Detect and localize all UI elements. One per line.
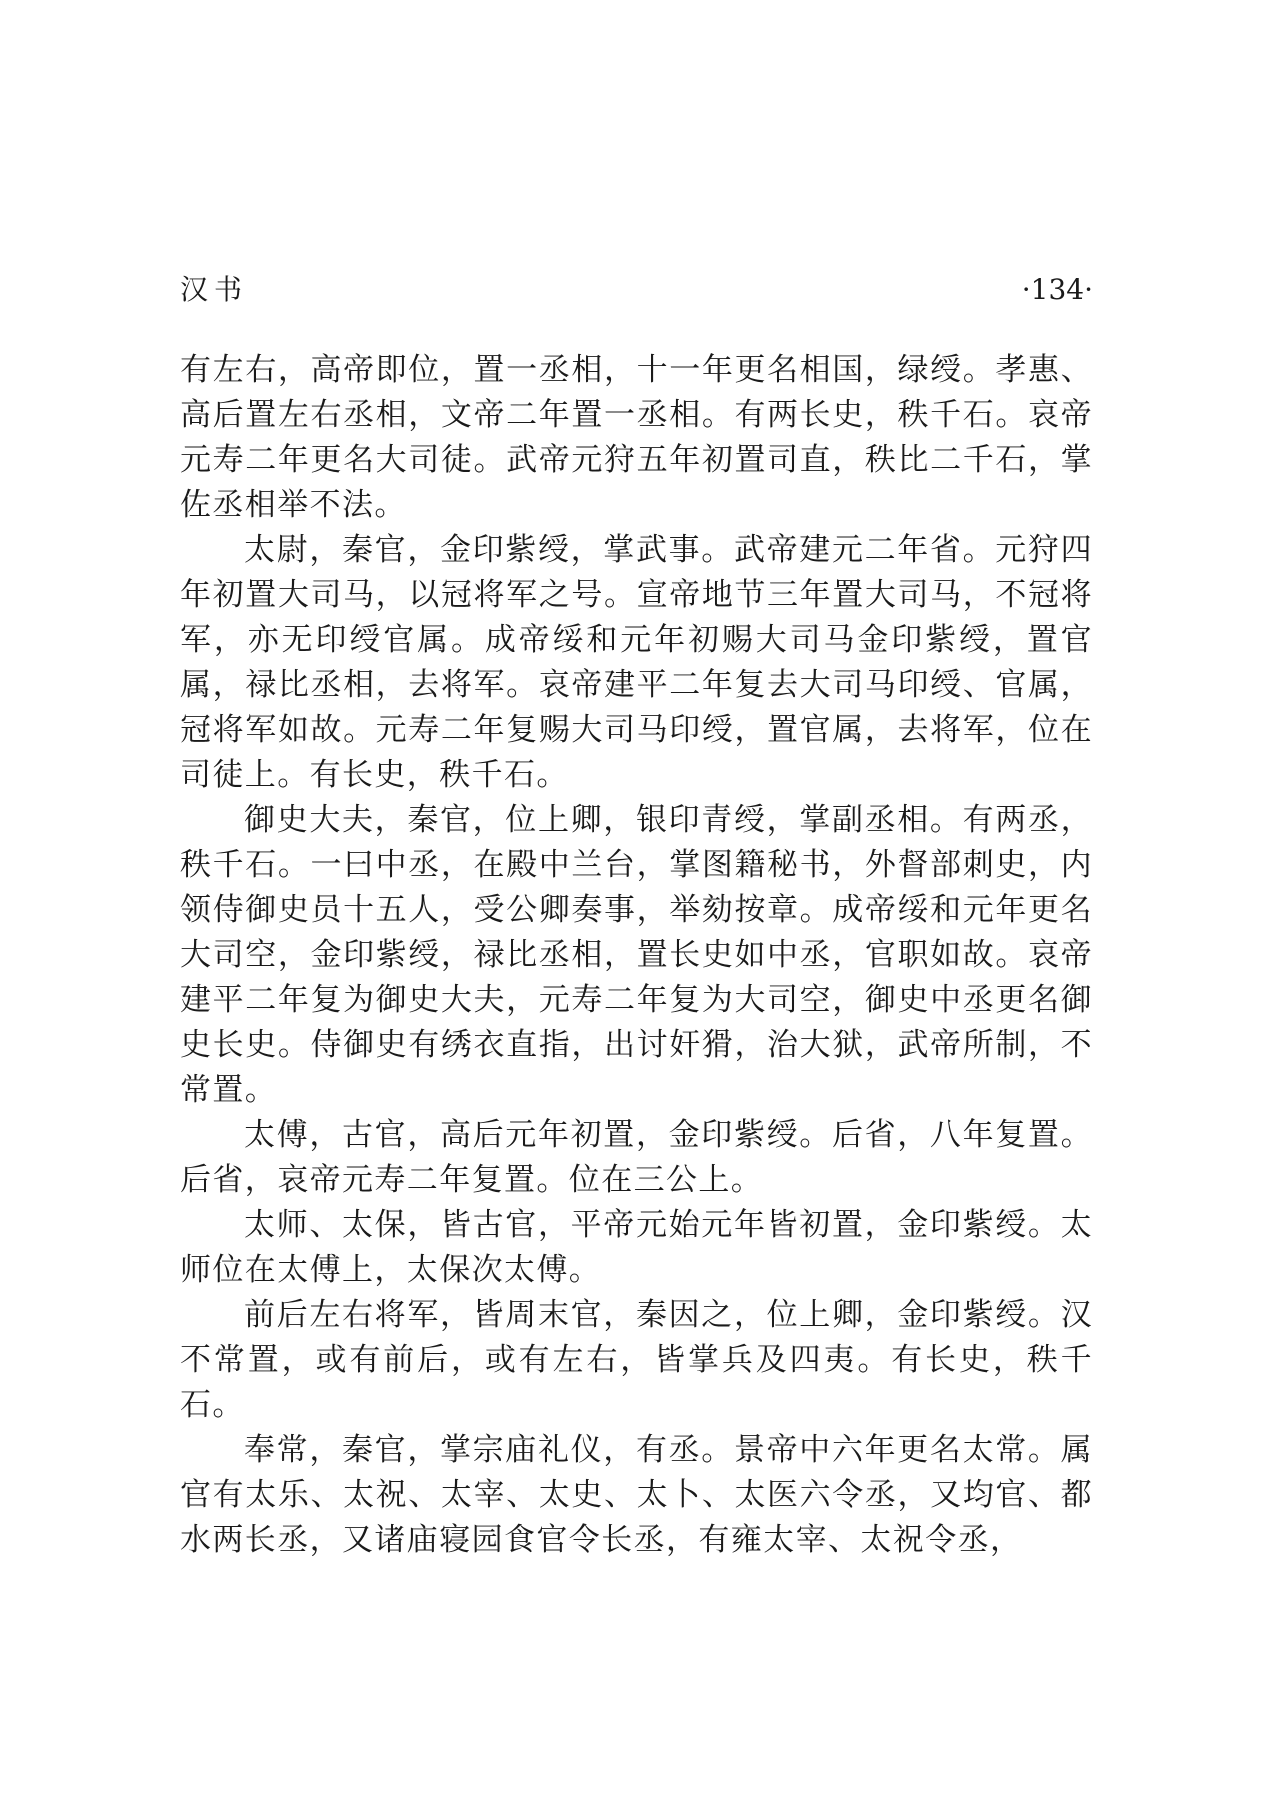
page-number: ·134· <box>1021 273 1093 306</box>
paragraph-taifu: 太傅，古官，高后元年初置，金印紫绶。后省，八年复置。后省，哀帝元寿二年复置。位在三公上。 <box>180 1117 1093 1198</box>
page-header <box>180 270 1093 310</box>
paragraph-fengchang: 奉常，秦官，掌宗庙礼仪，有丞。景帝中六年更名太常。属官有太乐、太祝、太宰、太史、太卜、太医六令丞，又均官、都水两长丞，又诸庙寝园食官令长丞，有雍太宰、太祝令丞， <box>180 1432 1093 1558</box>
paragraph-taiwei: 太尉，秦官，金印紫绶，掌武事。武帝建元二年省。元狩四年初置大司马，以冠将军之号。宣帝地节三年置大司马，不冠将军，亦无印绶官属。成帝绥和元年初赐大司马金印紫绶，置官属，禄比丞相，去将军。哀帝建平二年复去大司马印绶、官属，冠将军如故。元寿二年复赐大司马印绶，置官属，去将军，位在司徒上。有长史，秩千石。 <box>180 532 1093 793</box>
paragraph-taishi-taibao: 太师、太保，皆古官，平帝元始元年皆初置，金印紫绶。太师位在太傅上，太保次太傅。 <box>180 1207 1093 1288</box>
paragraph-continuation: 有左右，高帝即位，置一丞相，十一年更名相国，绿绶。孝惠、高后置左右丞相，文帝二年置一丞相。有两长史，秩千石。哀帝元寿二年更名大司徒。武帝元狩五年初置司直，秩比二千石，掌佐丞相举不法。 <box>180 352 1093 523</box>
body-text <box>180 348 1093 1563</box>
paragraph-yushi-dafu: 御史大夫，秦官，位上卿，银印青绶，掌副丞相。有两丞，秩千石。一曰中丞，在殿中兰台，掌图籍秘书，外督部刺史，内领侍御史员十五人，受公卿奏事，举劾按章。成帝绥和元年更名大司空，金印紫绶，禄比丞相，置长史如中丞，官职如故。哀帝建平二年复为御史大夫，元寿二年复为大司空，御史中丞更名御史长史。侍御史有绣衣直指，出讨奸猾，治大狱，武帝所制，不常置。 <box>180 802 1093 1108</box>
book-title: 汉书 <box>180 273 249 306</box>
paragraph-generals: 前后左右将军，皆周末官，秦因之，位上卿，金印紫绶。汉不常置，或有前后，或有左右，皆掌兵及四夷。有长史，秩千石。 <box>180 1297 1093 1423</box>
